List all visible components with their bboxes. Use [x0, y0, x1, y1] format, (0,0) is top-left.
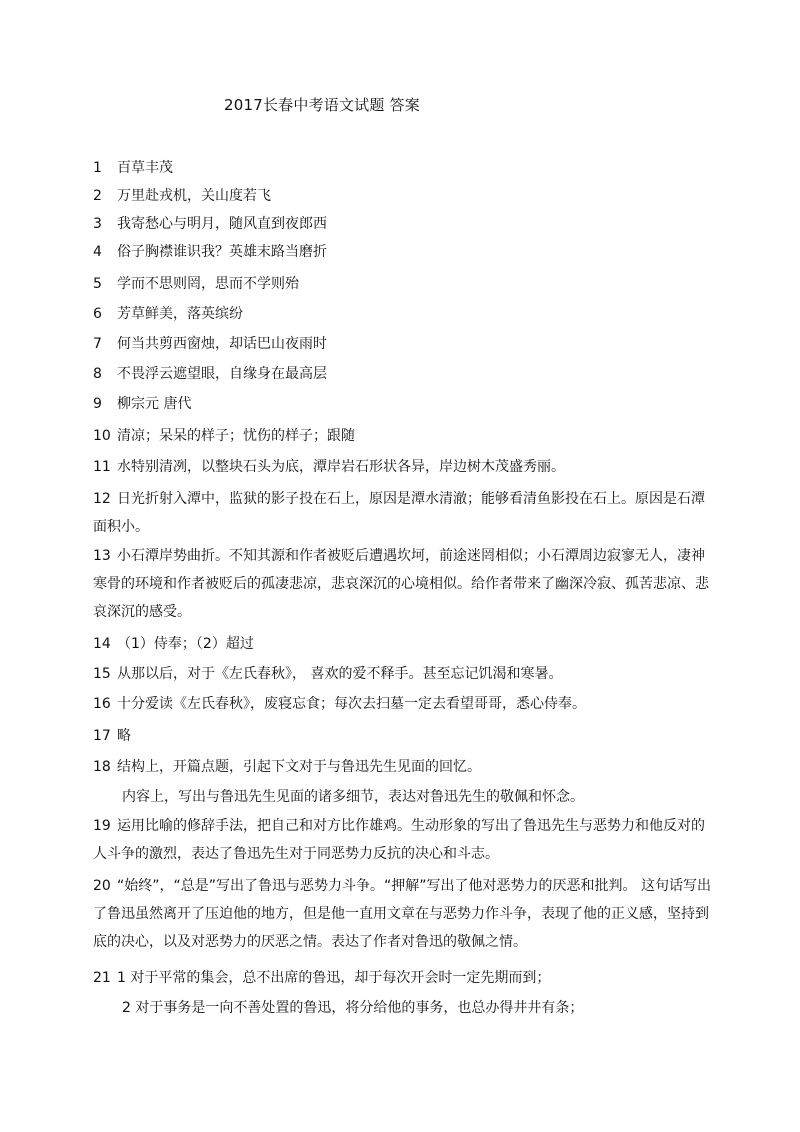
answer-text: 何当共剪西窗烛，却话巴山夜雨时 [117, 336, 327, 352]
answer-text: 1 对于平常的集会，总不出席的鲁迅，却于每次开会时一定先期而到； [117, 970, 551, 986]
answer-text: 略 [117, 728, 131, 744]
answer-number: 17 [93, 728, 111, 744]
answer-number: 13 [93, 548, 111, 564]
answer-text: 小石潭岸势曲折。不知其源和作者被贬后遭遇坎坷，前途迷罔相似；小石潭周边寂寥无人，凄神寒骨的环境和作者被贬后的孤凄悲凉，悲哀深沉的心境相似。给作者带来了幽深冷寂、孤苦悲凉、悲哀深沉的感受。 [93, 548, 709, 620]
answer-item-16 [93, 690, 733, 718]
answer-text: 俗子胸襟谁识我？英雄末路当磨折 [117, 244, 327, 260]
answer-text: 芳草鲜美，落英缤纷 [117, 306, 243, 322]
answer-item-12 [93, 485, 715, 541]
answer-item-9 [93, 390, 733, 418]
answer-item-21-point-2: 2 对于事务是一向不善处置的鲁迅，将分给他的事务，也总办得井井有条； [122, 1000, 584, 1016]
answer-text: 百草丰茂 [117, 160, 173, 176]
answer-number: 16 [93, 696, 111, 712]
answer-item-18 [93, 753, 733, 781]
answer-text: 柳宗元 唐代 [117, 396, 192, 412]
answer-number: 14 [93, 636, 111, 652]
answer-number: 6 [93, 306, 102, 322]
answer-item-6 [93, 300, 733, 328]
answer-number: 11 [93, 459, 111, 475]
answer-number: 12 [93, 491, 111, 507]
answer-number: 8 [93, 366, 102, 382]
answer-text: 学而不思则罔，思而不学则殆 [117, 276, 299, 292]
answer-number: 4 [93, 244, 102, 260]
answer-item-11 [93, 453, 733, 481]
answer-item-20 [93, 872, 715, 956]
document-title: 2017长春中考语文试题 答案 [224, 96, 420, 114]
answer-item-21 [93, 964, 733, 992]
answer-number: 10 [93, 428, 111, 444]
answer-number: 19 [93, 818, 111, 834]
answer-item-3 [93, 210, 733, 238]
answer-item-5 [93, 270, 733, 298]
answer-item-18-content: 内容上，写出与鲁迅先生见面的诸多细节，表达对鲁迅先生的敬佩和怀念。 [122, 789, 584, 805]
answer-number: 1 [93, 160, 102, 176]
answer-item-1 [93, 154, 733, 182]
answer-text: 结构上，开篇点题，引起下文对于与鲁迅先生见面的回忆。 [117, 759, 481, 775]
answer-item-2 [93, 182, 733, 210]
answer-text: 日光折射入潭中，监狱的影子投在石上，原因是潭水清澈；能够看清鱼影投在石上。原因是石潭面积小。 [93, 491, 705, 535]
answer-item-19 [93, 812, 715, 868]
answer-number: 5 [93, 276, 102, 292]
answer-text: 从那以后，对于《左氏春秋》， 喜欢的爱不释手。甚至忘记饥渴和寒暑。 [117, 666, 563, 682]
answer-number: 9 [93, 396, 102, 412]
answer-number: 3 [93, 216, 102, 232]
answer-item-10 [93, 422, 733, 450]
answer-text: 万里赴戎机，关山度若飞 [117, 188, 271, 204]
answer-number: 18 [93, 759, 111, 775]
answer-item-8 [93, 360, 733, 388]
answer-item-14 [93, 630, 733, 658]
answer-text: 我寄愁心与明月，随风直到夜郎西 [117, 216, 327, 232]
answer-number: 2 [93, 188, 102, 204]
answer-item-7 [93, 330, 733, 358]
answer-text: 十分爱读《左氏春秋》，废寝忘食；每次去扫墓一定去看望哥哥，悉心侍奉。 [117, 696, 586, 712]
answer-item-17 [93, 722, 733, 750]
answer-text: 不畏浮云遮望眼，自缘身在最高层 [117, 366, 327, 382]
answer-item-15 [93, 660, 733, 688]
answer-number: 21 [93, 970, 111, 986]
answer-text: 运用比喻的修辞手法，把自己和对方比作雄鸡。生动形象的写出了鲁迅先生与恶势力和他反对的人斗争的激烈，表达了鲁迅先生对于同恶势力反抗的决心和斗志。 [93, 818, 705, 862]
answer-text: 水特别清冽，以整块石头为底，潭岸岩石形状各异，岸边树木茂盛秀丽。 [117, 459, 565, 475]
answer-text: “始终”，“总是”写出了鲁迅与恶势力斗争。“押解”写出了他对恶势力的厌恶和批判。 这句话写出了鲁迅虽然离开了压迫他的地方，但是他一直用文章在与恶势力作斗争，表现了他的正义感，坚持到底的决心，以及对恶势力的厌恶之情。表达了作者对鲁迅的敬佩之情。 [93, 878, 711, 950]
answer-text: 清凉；呆呆的样子；忧伤的样子；跟随 [117, 428, 355, 444]
answer-number: 15 [93, 666, 111, 682]
answer-text: （1）侍奉；（2）超过 [117, 636, 254, 652]
answer-item-13 [93, 542, 715, 626]
answer-item-4 [93, 238, 733, 266]
answer-number: 20 [93, 878, 111, 894]
answer-number: 7 [93, 336, 102, 352]
